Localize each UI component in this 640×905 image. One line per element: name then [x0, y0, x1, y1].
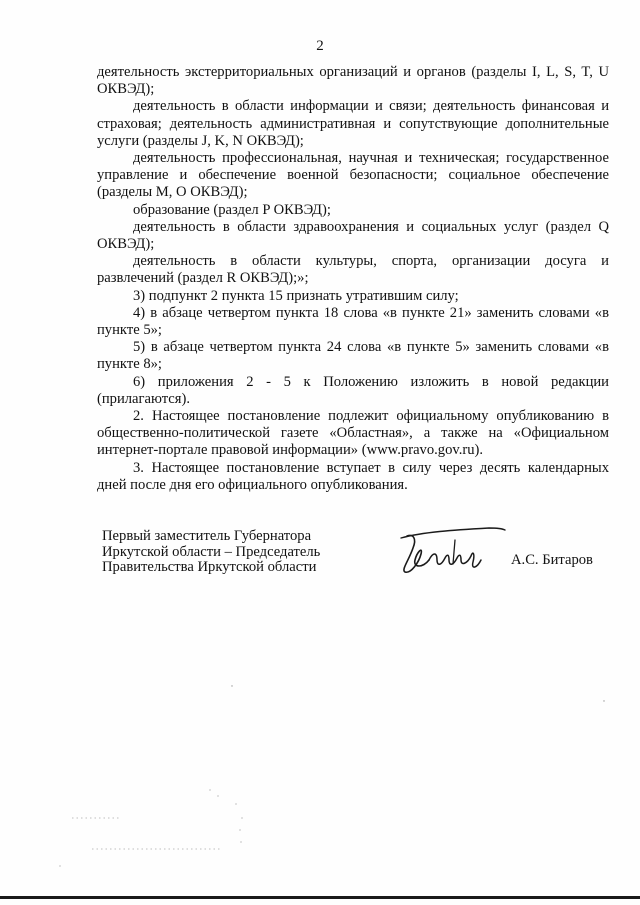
paragraph: 4) в абзаце четвертом пункта 18 слова «в пункте 21» заменить словами «в пункте 5»;: [97, 304, 609, 339]
paragraph: 6) приложения 2 - 5 к Положению изложить в новой редакции (прилагаются).: [97, 373, 609, 407]
paragraph: деятельность профессиональная, научная и техническая; государственное управление и обеспечение военной безопасности; социальное обеспечение (разделы M, O ОКВЭД);: [97, 150, 609, 201]
signatory-position-line: Правительства Иркутской области: [102, 559, 317, 575]
paragraph: 5) в абзаце четвертом пункта 24 слова «в пункте 5» заменить словами «в пункте 8»;: [97, 339, 609, 373]
paragraph: деятельность в области информации и связи; деятельность финансовая и страховая; деятельность административная и сопутствующие дополнительные услуги (разделы J, K, N ОКВЭД);: [97, 98, 609, 149]
signatory-position-line: Первый заместитель Губернатора: [102, 528, 312, 544]
signatory-position-line: Иркутской области – Председатель: [102, 543, 321, 560]
page-number: 2: [316, 38, 324, 54]
paragraph: деятельность в области культуры, спорта, организации досуга и развлечений (раздел R ОКВЭД);»;: [97, 253, 609, 287]
paragraph: деятельность экстерриториальных организаций и органов (разделы I, L, S, T, U ОКВЭД);: [97, 64, 609, 98]
paragraph: образование (раздел P ОКВЭД);: [133, 201, 331, 218]
paragraph: 3. Настоящее постановление вступает в силу через десять календарных дней после дня его официального опубликования.: [97, 459, 609, 493]
signatory-name: А.С. Битаров: [511, 552, 593, 568]
page-edge-rule: [0, 896, 640, 899]
paragraph: деятельность в области здравоохранения и социальных услуг (раздел Q ОКВЭД);: [97, 218, 609, 253]
paragraph: 2. Настоящее постановление подлежит официальному опубликованию в общественно-политической газете «Областная», а также на «Официальном интернет-портале правовой информации» (www.pravo.gov.ru).: [97, 408, 609, 459]
paragraph: 3) подпункт 2 пункта 15 признать утратившим силу;: [133, 287, 459, 304]
